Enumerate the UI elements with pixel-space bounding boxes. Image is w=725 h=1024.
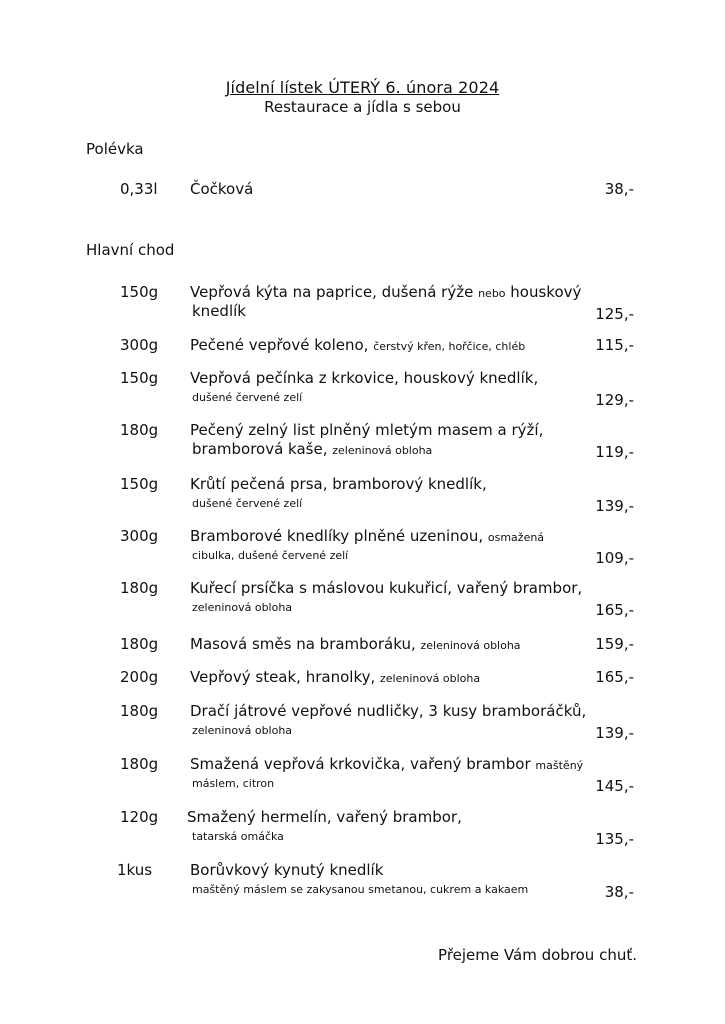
item-side: zeleninová obloha (380, 672, 481, 685)
item-price: 38,- (604, 883, 634, 901)
item-side: dušené červené zelí (192, 497, 303, 510)
menu-item (0, 755, 725, 815)
closing-wish: Přejeme Vám dobrou chuť. (438, 946, 637, 964)
item-name-continued: bramborová kaše, zeleninová obloha (192, 440, 433, 458)
item-price: 119,- (595, 443, 634, 461)
menu-item (0, 369, 725, 429)
item-price: 159,- (595, 635, 634, 653)
menu-item (0, 475, 725, 535)
item-side: zeleninová obloha (192, 724, 293, 737)
menu-item (0, 808, 725, 868)
item-quantity: 150g (120, 475, 159, 493)
soup-item (0, 180, 725, 240)
menu-item (0, 861, 725, 921)
item-price: 145,- (595, 777, 634, 795)
menu-item (0, 579, 725, 639)
item-name: Dračí játrové vepřové nudličky, 3 kusy bramboráčků, (190, 702, 587, 720)
item-quantity: 300g (120, 336, 159, 354)
item-name: Vepřová pečínka z krkovice, houskový knedlík, (190, 369, 539, 387)
menu-item (0, 527, 725, 587)
item-name-continued: knedlík (192, 302, 246, 320)
menu-item (0, 421, 725, 481)
item-side: zeleninová obloha (420, 639, 521, 652)
menu-subtitle: Restaurace a jídla s sebou (264, 98, 461, 116)
item-name: Pečené vepřové koleno, čerstvý křen, hořčice, chléb (190, 336, 526, 354)
soup-section-heading: Polévka (86, 140, 144, 158)
item-name: Krůtí pečená prsa, bramborový knedlík, (190, 475, 487, 493)
item-quantity: 0,33l (120, 180, 158, 198)
item-name: Vepřový steak, hranolky, zeleninová obloha (190, 668, 481, 686)
item-side: cibulka, dušené červené zelí (192, 549, 349, 562)
item-quantity: 150g (120, 283, 159, 301)
item-quantity: 150g (120, 369, 159, 387)
item-name: Pečený zelný list plněný mletým masem a rýží, (190, 421, 544, 439)
menu-title: Jídelní lístek ÚTERÝ 6. února 2024 (225, 78, 500, 97)
item-price: 139,- (595, 497, 634, 515)
item-price: 139,- (595, 724, 634, 742)
item-name: Borůvkový kynutý knedlík (190, 861, 384, 879)
item-quantity: 180g (120, 579, 159, 597)
item-price: 109,- (595, 549, 634, 567)
item-name: Kuřecí prsíčka s máslovou kukuřicí, vařený brambor, (190, 579, 583, 597)
item-name: Masová směs na bramboráku, zeleninová obloha (190, 635, 521, 653)
item-quantity: 180g (120, 755, 159, 773)
item-price: 165,- (595, 601, 634, 619)
item-price: 129,- (595, 391, 634, 409)
item-side: maštěný (535, 759, 584, 772)
item-name: Čočková (190, 180, 254, 198)
item-quantity: 180g (120, 421, 159, 439)
menu-item (0, 283, 725, 343)
item-side: máslem, citron (192, 777, 275, 790)
item-quantity: 1kus (117, 861, 153, 879)
item-price: 165,- (595, 668, 634, 686)
item-quantity: 120g (120, 808, 159, 826)
item-side: maštěný máslem se zakysanou smetanou, cukrem a kakaem (192, 883, 529, 896)
item-quantity: 300g (120, 527, 159, 545)
item-name: Smažený hermelín, vařený brambor, (187, 808, 462, 826)
item-side: zeleninová obloha (192, 601, 293, 614)
item-name: Vepřová kýta na paprice, dušená rýže nebo houskový (190, 283, 582, 301)
item-price: 38,- (604, 180, 634, 198)
item-price: 125,- (595, 305, 634, 323)
item-name: Bramborové knedlíky plněné uzeninou, osmažená (190, 527, 545, 545)
main-course-section-heading: Hlavní chod (86, 241, 175, 259)
menu-item (0, 702, 725, 762)
item-price: 115,- (595, 336, 634, 354)
item-side: čerstvý křen, hořčice, chléb (373, 340, 526, 353)
item-quantity: 200g (120, 668, 159, 686)
item-quantity: 180g (120, 635, 159, 653)
item-name: Smažená vepřová krkovička, vařený brambor maštěný (190, 755, 584, 773)
item-side: osmažená (487, 531, 545, 544)
item-quantity: 180g (120, 702, 159, 720)
item-price: 135,- (595, 830, 634, 848)
item-side: dušené červené zelí (192, 391, 303, 404)
item-side: tatarská omáčka (192, 830, 284, 843)
